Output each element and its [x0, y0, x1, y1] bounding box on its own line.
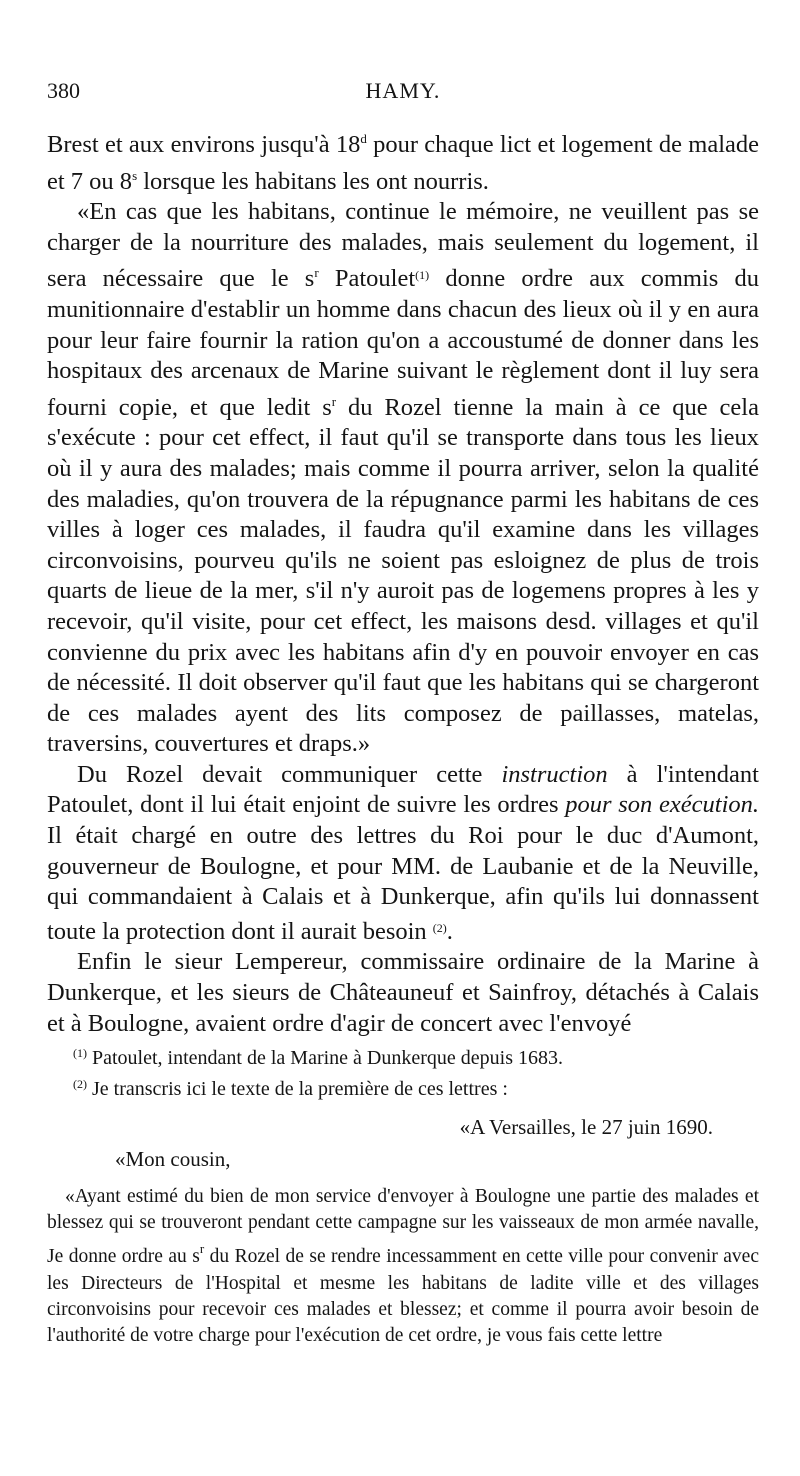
page-number: 380	[47, 78, 80, 103]
running-head: HAMY.	[365, 78, 441, 103]
letter-body: «Ayant estimé du bien de mon service d'envoyer à Boulogne une partie des malades et blessez qui se trouveront pendant cette campagne sur les vaisseaux de mon armée navalle, Je donne ordre au $s^r$ du Rozel de se rendre incessamment en cette ville pour convenir avec les Directeurs de l'Hospital et mesme les habitans de ladite ville et des villages circonvoisins pour recevoir ces malades et blessez; et comme il pourra avoir besoin de l'authorité de votre charge pour l'exécution de cet ordre, je vous fais cette lettre	[47, 1186, 759, 1347]
footnote-2: $^{(2)}$ Je transcris ici le texte de la première de ces lettres :	[73, 1077, 508, 1100]
superscript: r	[331, 393, 337, 409]
superscript: s	[132, 167, 138, 183]
paragraph-continuation: Brest et aux environs jusqu'à 18$^d$ pour chaque lict et logement de malade et 7 ou 8$^s$ lorsque les habitans les ont nourris.	[47, 131, 759, 195]
footnote-1: $^{(1)}$ Patoulet, intendant de la Marine à Dunkerque depuis 1683.	[73, 1046, 563, 1069]
paragraph-lempereur: Enfin le sieur Lempereur, commissaire ordinaire de la Marine à Dunkerque, et les sieurs de Châteauneuf et Sainfroy, détachés à Calais et à Boulogne, avaient ordre d'agir de concert avec l'envoyé	[47, 948, 759, 1037]
emphasis-execution: pour son exécution.	[565, 791, 759, 819]
superscript: r	[199, 1241, 205, 1257]
body-text	[47, 124, 759, 1039]
letter-date-line: «A Versailles, le 27 juin 1690.	[459, 1115, 713, 1139]
superscript: d	[360, 131, 367, 146]
paragraph-du-rozel: Du Rozel devait communiquer cette instruction à l'intendant Patoulet, dont il lui était enjoint de suivre les ordres pour son exécution. Il était chargé en outre des lettres du Roi pour le duc d'Aumont, gouverneur de Boulogne, et pour MM. de Laubanie et de la Neuville, qui commandaient à Calais et à Dunkerque, afin qu'ils lui donnassent toute la protection dont il aurait besoin $^{(2)}$.	[47, 760, 759, 945]
paragraph-memoire-quote: «En cas que les habitans, continue le mémoire, ne veuillent pas se charger de la nourriture des malades, mais seulement du logement, il sera nécessaire que le $s^r$ Patoulet$^{(1)}$ donne ordre aux commis du munitionnaire d'establir un homme dans chacun des lieux où il y en aura pour leur faire fournir la ration qu'on a accoustumé de donner dans les hospitaux des arcenaux de Marine suivant le règlement dont il luy sera fourni copie, et que ledit $s^r$ du Rozel tienne la main à ce que cela s'exécute : pour cet effect, il faut qu'il se transporte dans tous les lieux où il y aura des malades; mais comme il pourra arriver, selon la qualité des maladies, qu'on trouvera de la répugnance parmi les habitans de ces villes à loger ces malades, il faudra qu'il examine dans les villages circonvoisins, pourveu qu'ils ne soient pas esloignez de plus de trois quarts de lieue de la mer, s'il n'y auroit pas de logemens propres à les y recevoir, qu'il visite, pour cet effect, les maisons desd. villages et qu'il convienne du prix avec les habitans afin d'y en pouvoir envoyer en cas de nécessité. Il doit observer qu'il faut que les habitans qui se chargeront de ces malades ayent des lits composez de paillasses, matelas, traversins, couvertures et draps.»	[47, 198, 759, 758]
footnote-ref-1[interactable]: (1)	[415, 268, 430, 283]
footnote-mark-2: (2)	[73, 1077, 87, 1091]
letter-salutation: «Mon cousin,	[115, 1147, 231, 1171]
page-header	[47, 78, 759, 112]
emphasis-instruction: instruction	[501, 760, 608, 788]
footnote-mark-1: (1)	[73, 1046, 87, 1060]
footnotes	[47, 1040, 759, 1349]
footnote-ref-2[interactable]: (2)	[432, 920, 447, 935]
superscript: r	[314, 265, 319, 281]
